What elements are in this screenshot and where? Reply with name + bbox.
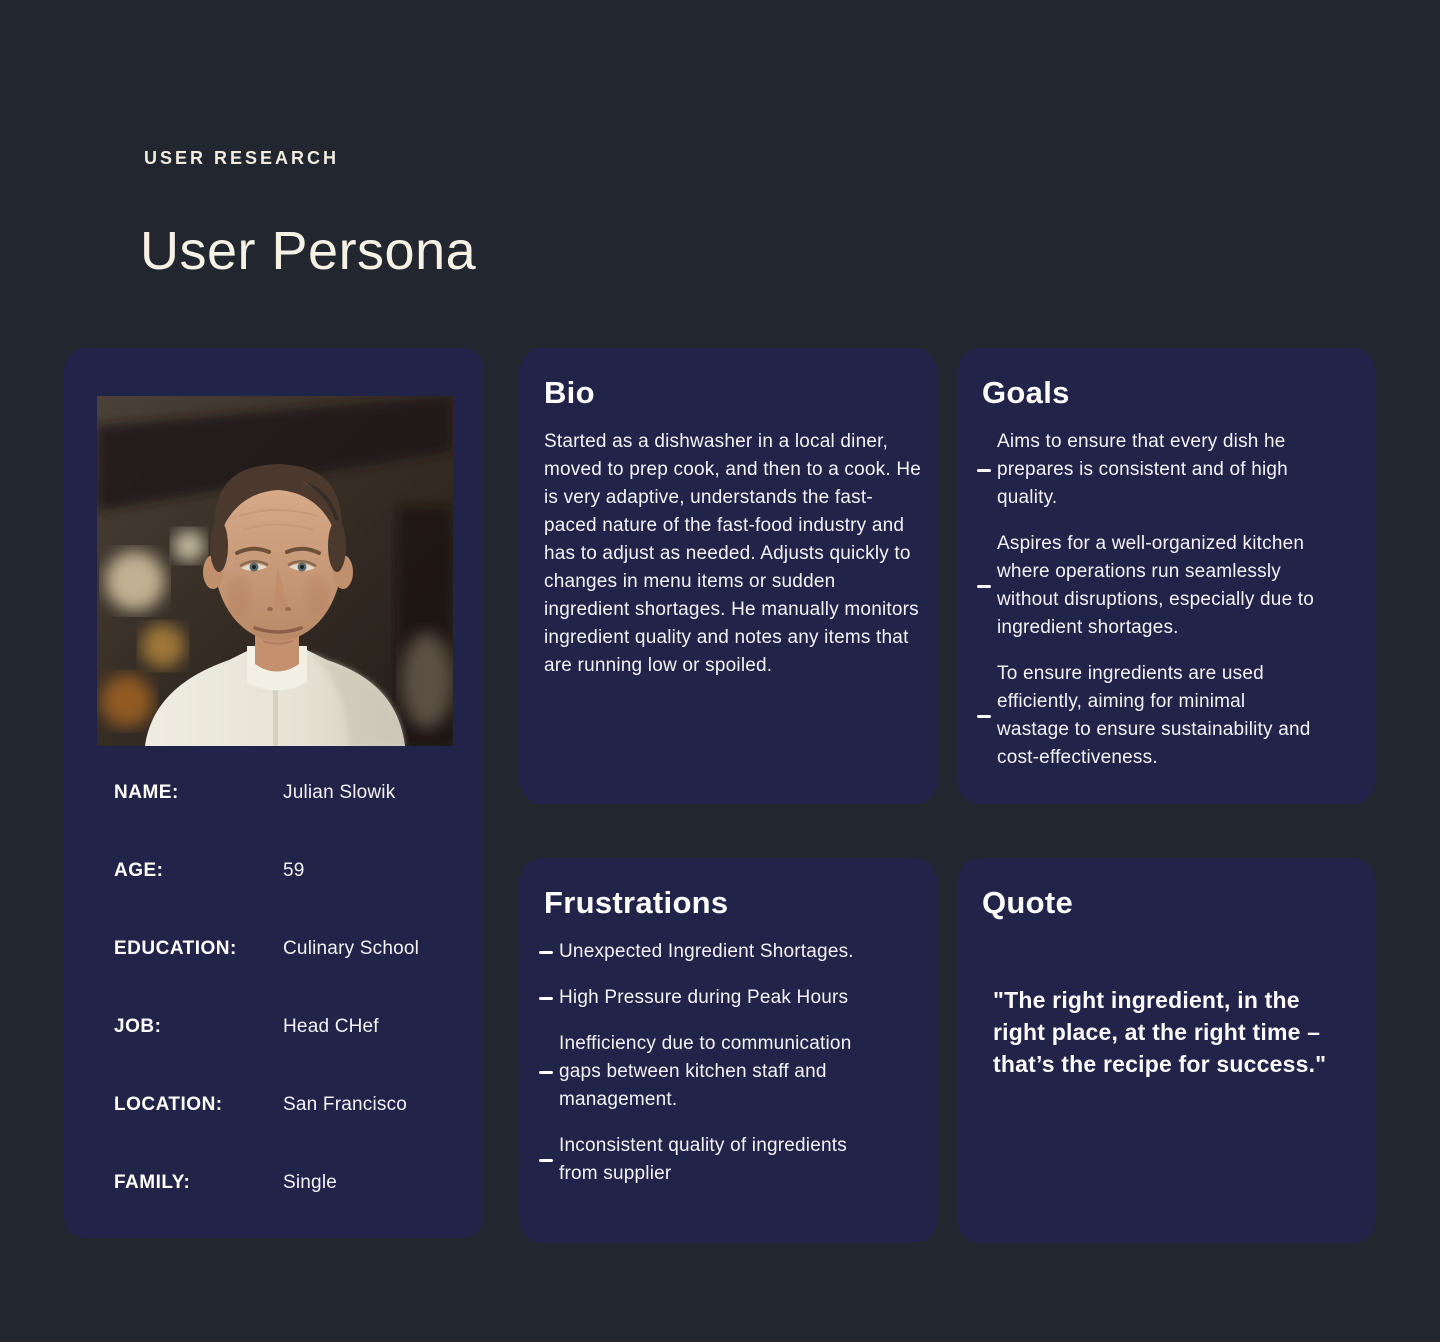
profile-field-row	[64, 860, 484, 938]
goal-item	[977, 428, 1315, 512]
bio-card	[520, 348, 937, 804]
goal-item-text: To ensure ingredients are used efficiently, aiming for minimal wastage to ensure sustainability and cost-effectiveness.	[997, 663, 1311, 768]
profile-field-value: Single	[283, 1172, 338, 1193]
persona-photo	[97, 396, 453, 746]
profile-field-row	[64, 1172, 484, 1250]
page-title: User Persona	[140, 221, 477, 281]
profile-field-label: LOCATION:	[114, 1094, 223, 1115]
dash-bullet-icon	[977, 715, 991, 718]
profile-field-value: Culinary School	[283, 938, 420, 959]
frustration-item-text: Inconsistent quality of ingredients from supplier	[559, 1135, 847, 1184]
profile-field-value: San Francisco	[283, 1094, 408, 1115]
profile-card	[64, 348, 484, 1238]
dash-bullet-icon	[539, 997, 553, 1000]
dash-bullet-icon	[539, 951, 553, 954]
quote-text: "The right ingredient, in the right place, at the right time – that’s the recipe for success."	[993, 987, 1327, 1077]
profile-field-label: AGE:	[114, 860, 164, 881]
goal-item-text: Aspires for a well-organized kitchen where operations run seamlessly without disruptions, especially due to ingredient shortages.	[997, 533, 1315, 638]
frustrations-title: Frustrations	[544, 885, 729, 920]
goals-title: Goals	[982, 375, 1070, 410]
goal-item	[977, 530, 1315, 642]
frustrations-list	[539, 938, 913, 1188]
frustration-item-text: High Pressure during Peak Hours	[559, 987, 849, 1008]
persona-photo-illustration	[97, 396, 453, 746]
dash-bullet-icon	[539, 1159, 553, 1162]
dash-bullet-icon	[539, 1071, 553, 1074]
profile-field-value: Julian Slowik	[283, 782, 396, 803]
profile-field-label: NAME:	[114, 782, 179, 803]
profile-field-row	[64, 1094, 484, 1172]
frustration-item-text: Unexpected Ingredient Shortages.	[559, 941, 854, 962]
profile-field-label: EDUCATION:	[114, 938, 237, 959]
frustrations-card	[520, 858, 937, 1243]
quote-card	[958, 858, 1375, 1243]
dash-bullet-icon	[977, 585, 991, 588]
bio-title: Bio	[544, 375, 595, 410]
frustration-item	[539, 1030, 877, 1114]
profile-field-value: 59	[283, 860, 305, 881]
profile-field-label: JOB:	[114, 1016, 162, 1037]
quote-title: Quote	[982, 885, 1074, 920]
profile-field-row	[64, 1016, 484, 1094]
profile-field-row	[64, 782, 484, 860]
goals-card	[958, 348, 1375, 804]
frustration-item	[539, 1132, 877, 1188]
goal-item	[977, 660, 1315, 772]
frustration-item-text: Inefficiency due to communication gaps between kitchen staff and management.	[559, 1033, 852, 1110]
goal-item-text: Aims to ensure that every dish he prepares is consistent and of high quality.	[997, 431, 1288, 508]
eyebrow-label: USER RESEARCH	[144, 148, 340, 168]
goals-list	[977, 428, 1351, 772]
profile-field-row	[64, 938, 484, 1016]
frustration-item	[539, 938, 877, 966]
bio-text: Started as a dishwasher in a local diner, moved to prep cook, and then to a cook. He is very adaptive, understands the fast-paced nature of the fast-food industry and has to adjust as needed. Adjusts quickly to changes in menu items or sudden ingredient shortages. He manually monitors ingredient quality and notes any items that are running low or spoiled.	[544, 431, 922, 676]
dash-bullet-icon	[977, 469, 991, 472]
frustration-item	[539, 984, 877, 1012]
profile-fields	[64, 782, 484, 1250]
profile-field-label: FAMILY:	[114, 1172, 191, 1193]
profile-field-value: Head CHef	[283, 1016, 379, 1037]
